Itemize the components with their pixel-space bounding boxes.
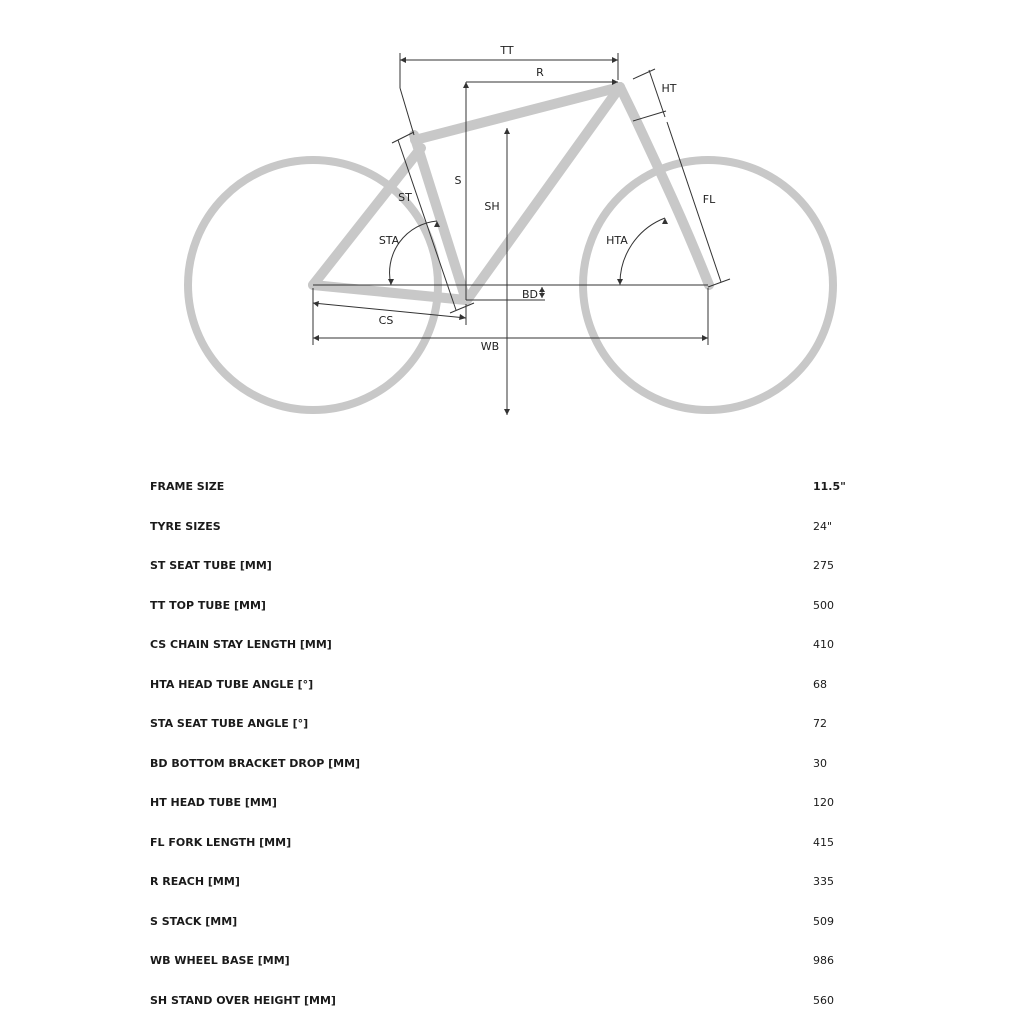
spec-row xyxy=(150,704,850,744)
spec-row xyxy=(150,546,850,586)
spec-row xyxy=(150,823,850,863)
spec-value: 24" xyxy=(813,519,833,533)
label-sta: STA xyxy=(378,234,400,247)
spec-row xyxy=(150,625,850,665)
spec-value: 410 xyxy=(813,638,834,651)
spec-label: ST SEAT TUBE [MM] xyxy=(150,559,272,572)
spec-row xyxy=(150,981,850,1021)
spec-row xyxy=(150,665,850,705)
geometry-spec-table xyxy=(150,467,850,1020)
spec-row xyxy=(150,586,850,626)
spec-label: R REACH [MM] xyxy=(150,875,240,888)
spec-label: S STACK [MM] xyxy=(150,914,238,928)
spec-label: HTA HEAD TUBE ANGLE [°] xyxy=(150,677,314,691)
label-st: ST xyxy=(398,191,412,204)
fork xyxy=(636,120,709,285)
spec-value: 500 xyxy=(813,598,834,612)
spec-label: CS CHAIN STAY LENGTH [MM] xyxy=(150,638,332,651)
spec-value: 120 xyxy=(813,796,834,809)
spec-label: BD BOTTOM BRACKET DROP [MM] xyxy=(150,756,361,770)
spec-value: 986 xyxy=(813,954,834,967)
label-fl: FL xyxy=(702,193,716,206)
spec-label: STA SEAT TUBE ANGLE [°] xyxy=(150,717,309,730)
spec-row xyxy=(150,783,850,823)
spec-value: 68 xyxy=(813,677,827,691)
spec-value: 11.5" xyxy=(813,480,846,493)
spec-label: WB WHEEL BASE [MM] xyxy=(150,954,290,967)
spec-label: HT HEAD TUBE [MM] xyxy=(150,796,277,809)
spec-value: 560 xyxy=(813,993,834,1007)
label-bd: BD xyxy=(521,288,539,301)
dimension-lines xyxy=(313,53,730,415)
label-r: R xyxy=(536,66,544,79)
spec-value: 72 xyxy=(813,717,827,730)
spec-row xyxy=(150,507,850,547)
spec-value: 415 xyxy=(813,835,834,849)
label-ht: HT xyxy=(661,82,677,95)
label-sh: SH xyxy=(484,200,500,213)
label-s: S xyxy=(454,174,462,187)
label-wb: WB xyxy=(480,340,500,353)
spec-row xyxy=(150,862,850,902)
bike-geometry-diagram xyxy=(0,0,1024,440)
spec-row-frame-size xyxy=(150,467,850,507)
chain-stay xyxy=(313,285,466,300)
spec-label: SH STAND OVER HEIGHT [MM] xyxy=(150,993,336,1007)
label-cs: CS xyxy=(378,314,394,327)
spec-value: 30 xyxy=(813,756,827,770)
spec-label: FRAME SIZE xyxy=(150,480,225,493)
head-tube xyxy=(620,87,636,120)
spec-label: TYRE SIZES xyxy=(150,519,221,533)
spec-row xyxy=(150,941,850,981)
spec-value: 335 xyxy=(813,875,834,888)
spec-row xyxy=(150,744,850,784)
spec-value: 275 xyxy=(813,559,834,572)
bike-frame xyxy=(313,87,709,300)
spec-value: 509 xyxy=(813,914,834,928)
spec-label: FL FORK LENGTH [MM] xyxy=(150,835,292,849)
label-hta: HTA xyxy=(606,234,628,247)
spec-label: TT TOP TUBE [MM] xyxy=(150,598,266,612)
spec-row xyxy=(150,902,850,942)
label-tt: TT xyxy=(500,44,514,57)
